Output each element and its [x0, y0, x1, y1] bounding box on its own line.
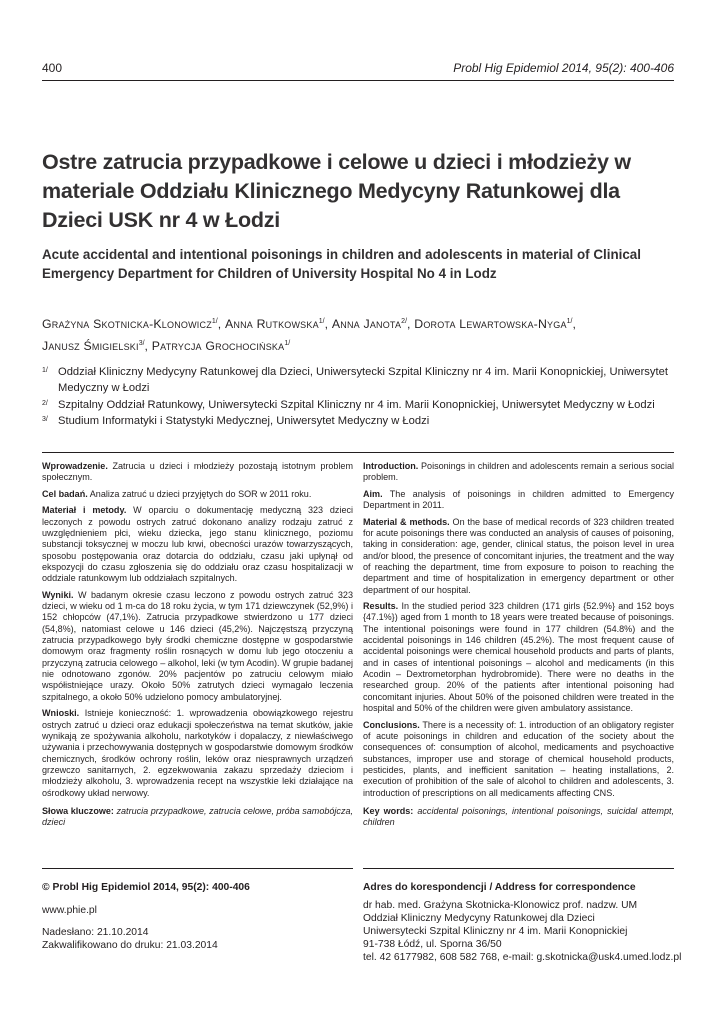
website-link[interactable]: www.phie.pl: [42, 905, 97, 916]
correspondence-heading: Adres do korespondencji / Address for correspondence: [363, 882, 636, 893]
author: Patrycja Grochocińska$^{1/}$: [151, 339, 291, 353]
affiliation: 3/ Studium Informatyki i Statystyki Medycznej, Uniwersytet Medyczny w Łodzi: [42, 415, 430, 428]
abstract-section-results: Results. In the studied period 323 children (171 girls {52.9%} and 152 boys {47.1%}) aged from 1 month to 18 years were treated because of poisonings. The intentional poisonings were found in 177 children (54.8%) and the accidental poisonings in 146 children (45.2%). The most frequent cause of accidental poisonings were chemical household products and parts of plants, and in cases of intentional poisonings – alcohol and medicaments (in this Acodin – Dextrometorphan hydrobromide). There were no deaths in the researched group. 20% of the patients after intentional poisoning had concomitant injuries. About 50% of the poisoned children were treated in the hospital and 50% of the children were given ambulatory assistance.: [363, 601, 675, 714]
author: Anna Janota$^{2/}$,: [331, 317, 415, 331]
author: Janusz Śmigielski$^{3/}$,: [42, 339, 152, 353]
affiliation: 2/ Szpitalny Oddział Ratunkowy, Uniwersytecki Szpital Kliniczny nr 4 im. Marii Konopnickiej, Uniwersytet Medyczny w Łodzi: [42, 398, 655, 411]
running-head: [42, 61, 674, 77]
citation: © Probl Hig Epidemiol 2014, 95(2): 400-406: [42, 882, 250, 893]
abstract-section-methods: Materiał i metody. W oparciu o dokumentację medyczną 323 dzieci leczonych z powodu ostrych zatruć dokonano analizy rodzaju zatruć z uwzględnieniem płci, wieku dziecka, jego stanu klinicznego, poziomu substancji toksycznej w moczu lub krwi, obecności urazów towarzyszących, sposobu postępowania oraz dotarcia do oddziału, czasu jaki upłynął od ekspozycji do czasu zgłoszenia się do oddziału oraz czasu hospitalizacji w oddziale ratunkowym lub oddziałach szpitalnych.: [42, 505, 354, 584]
title-english: Acute accidental and intentional poisonings in children and adolescents in material of Clinical Emergency Department for Children of University Hospital No 4 in Lodz: [42, 247, 641, 281]
received-date: Nadesłano: 21.10.2014: [42, 927, 149, 938]
correspondence-line: Oddział Kliniczny Medycyny Ratunkowej dla Dzieci: [363, 913, 595, 924]
abstract-section-methods: Material & methods. On the base of medical records of 323 children treated for acute poisonings there was conducted an analysis of causes of poisoning, taking in consideration: age, gender, clinical status, the poison level in urea and/or blood, the presence of concomitant injuries, the treatment and the way of reaching the department, time from exposure to poison to reaching the department and time of hospitalization in emergency department or other department of our hospital.: [363, 516, 674, 595]
abstract-section-conclusions: Conclusions. There is a necessity of: 1. introduction of an obligatory register of acute poisonings in children and education of the society about the consequences of: consumption of alcohol, medicaments and psychoactive substances, improper use and storage of chemical household products, pesticides, plants, and inefficient sanitation – heating installations, 2. execution of prohibition of the sale of alcohol to children and adolescents, 3. introduction of prescriptions on all medicaments affecting CNS.: [363, 719, 674, 798]
keywords-english: Key words: accidental poisonings, intentional poisonings, suicidal attempt, children: [363, 806, 675, 828]
journal-reference: Probl Hig Epidemiol 2014, 95(2): 400-406: [453, 61, 674, 75]
title-polish: Ostre zatrucia przypadkowe i celowe u dzieci i młodzieży w materiale Oddziału Klinicznego Medycyny Ratunkowej dla Dzieci USK nr 4 w Łodzi: [42, 150, 631, 232]
footer-rule-right: [363, 868, 674, 869]
author-list: [42, 312, 682, 356]
author: Anna Rutkowska$^{1/}$,: [224, 317, 332, 331]
author: Dorota Lewartowska-Nyga$^{1/}$,: [414, 317, 577, 331]
correspondence-line: Uniwersytecki Szpital Kliniczny nr 4 im. Marii Konopnickiej: [363, 926, 628, 937]
abstract-polish: [42, 461, 353, 834]
footer-rule-left: [42, 868, 353, 869]
accepted-date: Zakwalifikowano do druku: 21.03.2014: [42, 940, 218, 951]
page-number: 400: [42, 61, 63, 75]
correspondence-line: 91-738 Łódź, ul. Sporna 36/50: [363, 939, 502, 950]
publication-info: [42, 881, 353, 952]
abstract-section-results: Wyniki. W badanym okresie czasu leczono z powodu ostrych zatruć 323 dzieci, w wieku od 1 m-ca do 18 roku życia, w tym 171 dziewczynek (52,9%) i 152 chłopców (47,1%). Zatrucia przypadkowe stwierdzono u 177 dzieci (54,8%), natomiast celowe u 146 dzieci (45,2%). Najczęstszą przyczyną zatrucia przypadkowego były środki chemiczne dostępne w gospodarstwie domowym oraz fragmenty roślin rosnących w domu lub jego otoczeniu a przyczyną zatrucia celowego – alkohol, leki (w tym Acodin). W grupie badanej nie odnotowano zgonów. 20% pacjentów po zatruciu celowym miało współistniejące urazy. Około 50% zatrutych dzieci wymagało leczenia szpitalnego, a około 50% udzielono pomocy ambulatoryjnej.: [42, 589, 353, 702]
abstract-section-aim: Aim. The analysis of poisonings in children admitted to Emergency Department in 2011.: [363, 488, 675, 511]
correspondence-contact: tel. 42 6177982, 608 582 768, e-mail: g.skotnicka@usk4.umed.lodz.pl: [363, 952, 682, 963]
keywords-polish: Słowa kluczowe: zatrucia przypadkowe, zatrucia celowe, próba samobójcza, dzieci: [42, 806, 354, 828]
affiliations: [42, 364, 682, 430]
author: Grażyna Skotnicka-Klonowicz$^{1/}$,: [42, 317, 225, 331]
correspondence-line: dr hab. med. Grażyna Skotnicka-Klonowicz prof. nadzw. UM: [363, 900, 638, 911]
affiliation: 1/ Oddział Kliniczny Medycyny Ratunkowej dla Dzieci, Uniwersytecki Szpital Kliniczny nr 4 im. Marii Konopnickiej, Uniwersytet Medyczny w Łodzi: [42, 366, 668, 395]
abstract-section-aim: Cel badań. Analiza zatruć u dzieci przyjętych do SOR w 2011 roku.: [42, 488, 312, 499]
abstract-top-rule: [42, 452, 674, 453]
abstract-english: [363, 461, 674, 834]
abstract-section-conclusions: Wnioski. Istnieje konieczność: 1. wprowadzenia obowiązkowego rejestru ostrych zatruć u dzieci oraz edukacji społeczeństwa na temat skutków, jakie wynikają ze spożywania alkoholu, narkotyków i dopalaczy, z niewłaściwego używania i przechowywania dostępnych w gospodarstwie domowym środków chemicznych, środków ochrony roślin, leków oraz niesprawnych urządzeń grzewczo sanitarnych, 2. egzekwowania zakazu sprzedaży dzieciom i młodzieży alkoholu, 3. wprowadzenia recept na wszystkie leki działające na ośrodkowy układ nerwowy.: [42, 708, 354, 798]
abstract-section-introduction: Introduction. Poisonings in children and adolescents remain a serious social problem.: [363, 461, 674, 483]
header-rule: [42, 80, 674, 81]
abstract-section-introduction: Wprowadzenie. Zatrucia u dzieci i młodzieży pozostają istotnym problem społecznym.: [42, 461, 353, 483]
correspondence-address: [363, 881, 683, 964]
